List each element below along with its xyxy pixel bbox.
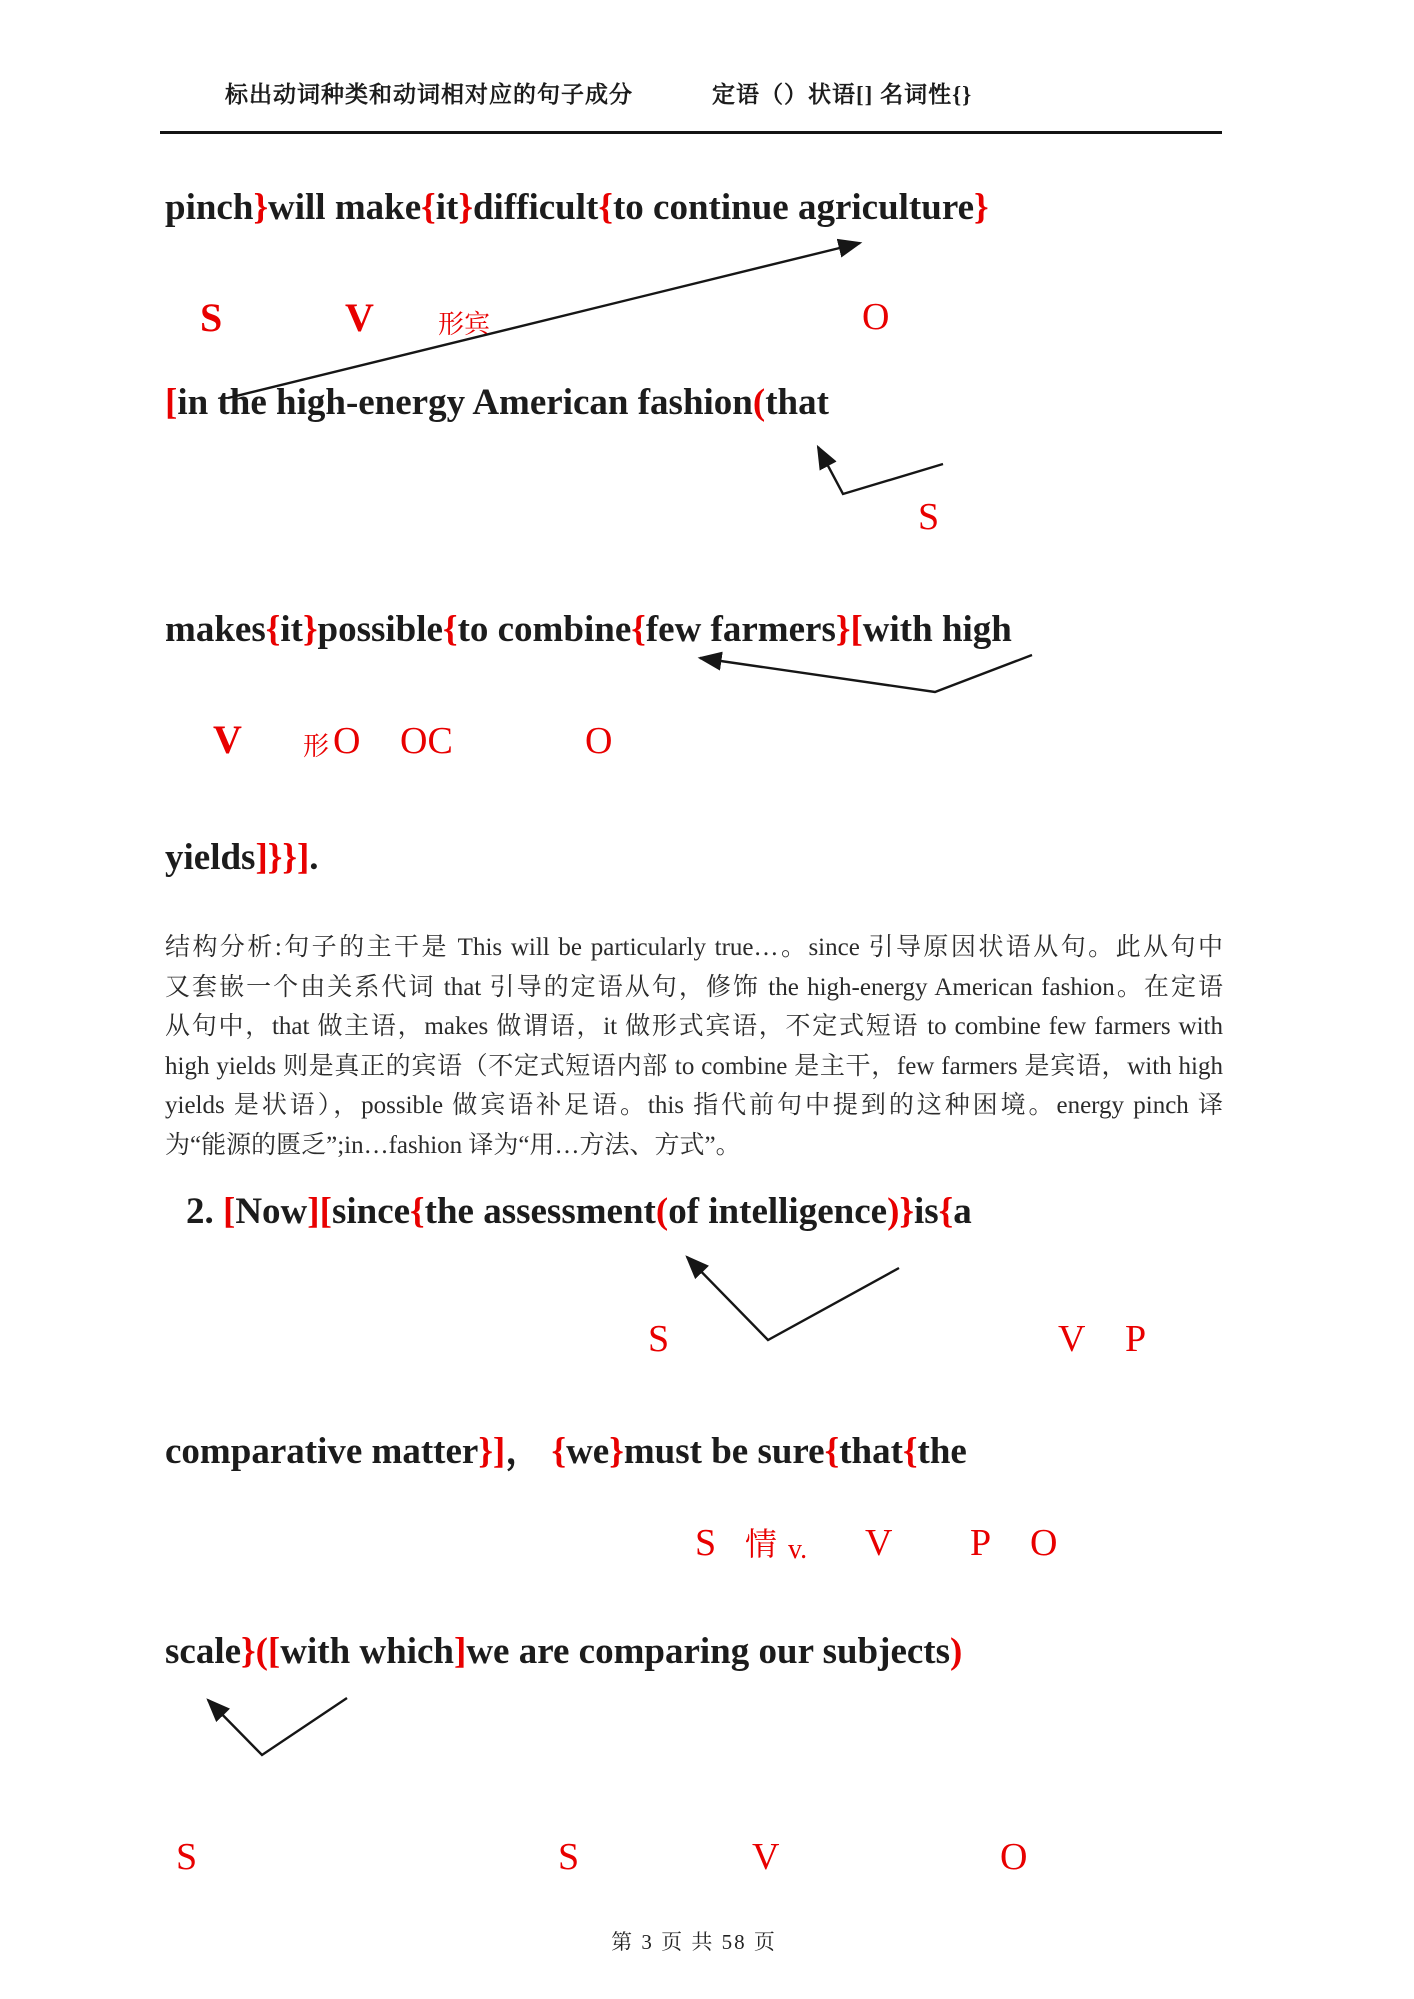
bracket-annotation: { [902, 1431, 918, 1472]
text-segment: with which [280, 1631, 454, 1672]
marker-object-complement: OC [400, 720, 453, 762]
marker-xing: 形 [303, 732, 330, 761]
arrow-to-scale [208, 1698, 347, 1755]
text-segment: possible [317, 609, 443, 650]
arrow-to-object-clause [228, 243, 860, 398]
marker-verb-comparing: V [752, 1836, 780, 1878]
text-segment: to continue agriculture [612, 187, 975, 228]
sentence1-line7 [165, 836, 319, 879]
text-segment: the [917, 1431, 967, 1472]
marker-verb-be: V [865, 1522, 893, 1564]
bracket-annotation: ]}}] [255, 837, 310, 878]
header-left-title: 标出动词种类和动词相对应的句子成分 [225, 82, 633, 107]
marker-object-subjects: O [1000, 1836, 1028, 1878]
sentence2-line1 [186, 1190, 972, 1233]
bracket-annotation: ) [950, 1631, 963, 1672]
marker-modal-cn: 情 [745, 1526, 778, 1562]
marker-verb-is: V [1058, 1318, 1086, 1360]
bracket-annotation: { [410, 1191, 425, 1232]
marker-predicative-sure: P [970, 1522, 992, 1564]
bracket-annotation: ] [454, 1631, 467, 1672]
text-segment: it [435, 187, 459, 228]
bracket-annotation: { [442, 609, 458, 650]
text-segment: since [331, 1191, 411, 1232]
arrow-to-assessment [687, 1257, 899, 1340]
marker-object-that: O [1030, 1522, 1058, 1564]
header-divider [160, 131, 1222, 134]
text-segment: pinch [165, 187, 254, 228]
bracket-annotation: { [551, 1431, 567, 1472]
bracket-annotation: [ [223, 1191, 236, 1232]
bracket-annotation: ( [752, 382, 766, 423]
marker-subject-that: S [918, 496, 940, 538]
bracket-annotation: } [253, 187, 269, 228]
text-segment: must be sure [623, 1431, 825, 1472]
text-segment: that [765, 382, 829, 423]
marker-subject-scale: S [176, 1836, 198, 1878]
marker-object1: O [333, 720, 361, 762]
text-segment: yields [165, 837, 256, 878]
text-segment: it [280, 609, 303, 650]
marker-modal-v: v. [788, 1534, 808, 1565]
analysis-line: 从句中，that 做主语，makes 做谓语，it 做形式宾语，不定式短语 to combine few farmers with [165, 1013, 1223, 1040]
text-segment: makes [165, 609, 266, 650]
text-segment: is [913, 1191, 939, 1232]
bracket-annotation: { [598, 187, 613, 228]
sentence1-line3 [165, 381, 829, 424]
analysis-line: 结构分析:句子的主干是 This will be particularly true…。since 引导原因状语从句。此从句中 [165, 934, 1223, 961]
text-segment: scale [165, 1631, 242, 1672]
text-segment: we are comparing our subjects [466, 1631, 951, 1672]
bracket-annotation: ( [655, 1191, 669, 1232]
analysis-paragraph [165, 928, 1223, 1165]
text-segment: a [953, 1191, 972, 1232]
text-segment: of intelligence [668, 1191, 888, 1232]
bracket-annotation: [ [850, 609, 863, 650]
arrow-to-combine [700, 655, 1032, 692]
sentence1-line1 [165, 186, 989, 229]
bracket-annotation: { [265, 609, 281, 650]
sentence2-line3 [165, 1630, 962, 1673]
marker-subject: S [200, 295, 223, 340]
text-segment: to combine [457, 609, 632, 650]
text-segment: difficult [472, 187, 599, 228]
marker-object: O [862, 296, 890, 338]
marker-subject-assessment: S [648, 1318, 670, 1360]
text-segment: we [566, 1431, 610, 1472]
bracket-annotation: [ [165, 382, 178, 423]
bracket-annotation: } [302, 609, 318, 650]
text-segment: ， [505, 1431, 552, 1472]
text-segment: in the high-energy American fashion [177, 382, 753, 423]
text-segment: will make [268, 187, 422, 228]
marker-subject-we2: S [558, 1836, 580, 1878]
analysis-line: 又套嵌一个由关系代词 that 引导的定语从句，修饰 the high-energy American fashion。在定语 [165, 973, 1223, 1001]
marker-verb2: V [213, 717, 242, 762]
bracket-annotation: { [421, 187, 436, 228]
bracket-annotation: }([ [241, 1631, 281, 1672]
analysis-line: 为“能源的匮乏”;in…fashion 译为“用…方法、方式”。 [165, 1131, 741, 1159]
analysis-line: high yields 则是真正的宾语（不定式短语内部 to combine 是主干，few farmers 是宾语，with high [165, 1052, 1223, 1080]
text-segment: 2. [186, 1191, 223, 1232]
sentence1-line5 [165, 608, 1012, 651]
bracket-annotation: } [835, 609, 851, 650]
marker-verb: V [345, 295, 374, 340]
bracket-annotation: } [609, 1431, 624, 1472]
bracket-annotation: { [631, 609, 646, 650]
marker-formal-object: 形宾 [438, 310, 491, 339]
bracket-annotation: } [458, 187, 473, 228]
text-segment: few farmers [645, 609, 836, 650]
bracket-annotation: ][ [307, 1191, 332, 1232]
analysis-line: yields 是状语），possible 做宾语补足语。this 指代前句中提到的这种困境。energy pinch 译 [165, 1092, 1223, 1119]
bracket-annotation: { [824, 1431, 840, 1472]
page-number-footer: 第 3 页 共 58 页 [611, 1930, 777, 1954]
text-segment: . [309, 837, 319, 878]
text-segment: Now [235, 1191, 308, 1232]
header-right-legend: 定语（）状语[] 名词性{} [712, 82, 973, 107]
marker-object2: O [585, 720, 613, 762]
bracket-annotation: } [974, 187, 989, 228]
sentence2-line2 [165, 1420, 967, 1474]
marker-subject-we: S [695, 1522, 717, 1564]
arrow-to-fashion [818, 447, 943, 494]
text-segment: comparative matter [165, 1431, 479, 1472]
bracket-annotation: { [938, 1191, 954, 1232]
bracket-annotation: }] [478, 1431, 506, 1472]
marker-predicative: P [1125, 1318, 1147, 1360]
text-segment: the assessment [424, 1191, 656, 1232]
text-segment: with high [862, 609, 1012, 650]
text-segment: that [839, 1431, 903, 1472]
bracket-annotation: )} [887, 1191, 914, 1232]
